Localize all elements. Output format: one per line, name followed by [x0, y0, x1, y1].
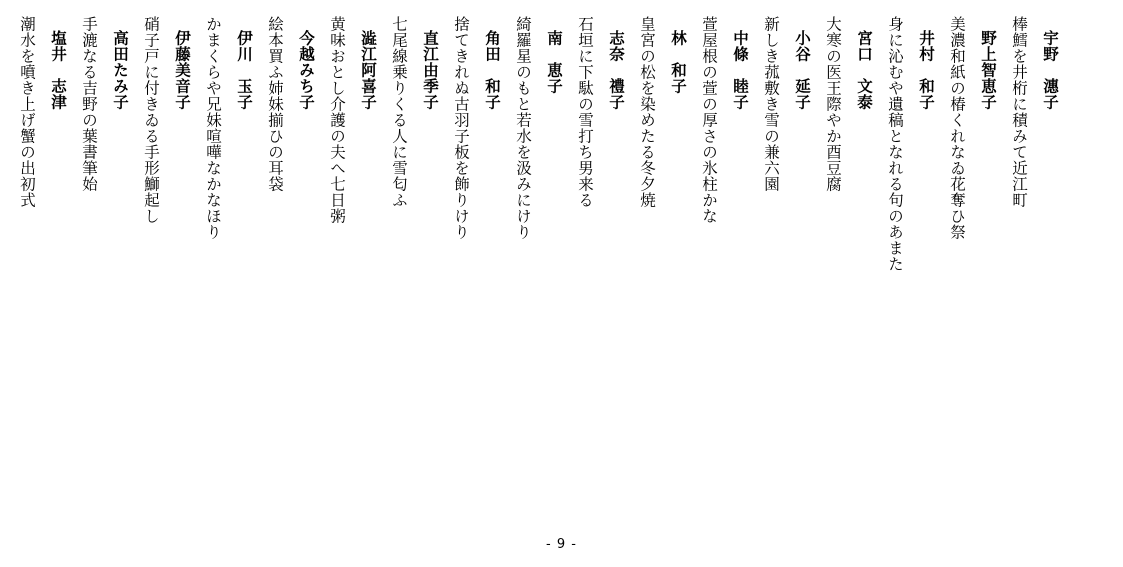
haiku-text: 捨てきれぬ古羽子板を飾りけり	[452, 16, 470, 240]
haiku-text: 石垣に下駄の雪打ち男来る	[576, 16, 594, 208]
page-number: - 9 -	[546, 537, 577, 552]
author-name: 宇野 潓子	[1041, 30, 1059, 110]
haiku-text: 潮水を噴き上げ蟹の出初式	[18, 16, 36, 208]
haiku-entry	[507, 16, 569, 526]
haiku-entry	[631, 16, 693, 526]
haiku-text: 手漉なる吉野の葉書筆始	[80, 16, 98, 192]
author-name: 志奈 禮子	[607, 30, 625, 110]
author-name: 小谷 延子	[793, 30, 811, 110]
haiku-entry	[445, 16, 507, 526]
haiku-entry	[693, 16, 755, 526]
haiku-entry	[755, 16, 817, 526]
author-name: 澁江阿喜子	[359, 30, 377, 110]
haiku-text: 萱屋根の萱の厚さの氷柱かな	[700, 16, 718, 224]
haiku-entry	[73, 16, 135, 526]
author-name: 伊川 玉子	[235, 30, 253, 110]
author-name: 今越みち子	[297, 30, 315, 110]
haiku-text: 大寒の医王際やか酉豆腐	[824, 16, 842, 192]
author-name: 高田たみ子	[111, 30, 129, 110]
haiku-entry	[135, 16, 197, 526]
haiku-text: 新しき菰敷き雪の兼六園	[762, 16, 780, 192]
haiku-entry	[383, 16, 445, 526]
author-name: 中條 睦子	[731, 30, 749, 110]
author-name: 林 和子	[669, 30, 687, 94]
haiku-entry	[197, 16, 259, 526]
haiku-text: 綺羅星のもと若水を汲みにけり	[514, 16, 532, 240]
haiku-entry	[1003, 16, 1065, 526]
haiku-text: 硝子戸に付きゐる手形鰤起し	[142, 16, 160, 224]
haiku-entry	[259, 16, 321, 526]
haiku-text: 棒鱈を井桁に積みて近江町	[1010, 16, 1028, 208]
author-name: 直江由季子	[421, 30, 439, 110]
haiku-page	[15, 16, 1065, 526]
haiku-entry	[569, 16, 631, 526]
haiku-text: 身に沁むや遺稿となれる句のあまた	[886, 16, 904, 272]
author-name: 井村 和子	[917, 30, 935, 110]
author-name: 宮口 文泰	[855, 30, 873, 110]
haiku-text: 黄味おとし介護の夫へ七日粥	[328, 16, 346, 224]
author-name: 角田 和子	[483, 30, 501, 110]
author-name: 野上智恵子	[979, 30, 997, 110]
haiku-entry	[879, 16, 941, 526]
haiku-entry	[941, 16, 1003, 526]
haiku-text: 七尾線乗りくる人に雪匂ふ	[390, 16, 408, 208]
author-name: 南 恵子	[545, 30, 563, 94]
haiku-text: かまくらや兄妹喧嘩なかなほり	[204, 16, 222, 240]
haiku-text: 絵本買ふ姉妹揃ひの耳袋	[266, 16, 284, 192]
haiku-text: 皇宮の松を染めたる冬夕焼	[638, 16, 656, 208]
author-name: 伊藤美音子	[173, 30, 191, 110]
haiku-entry	[11, 16, 73, 526]
haiku-entry	[817, 16, 879, 526]
haiku-text: 美濃和紙の椿くれなゐ花奪ひ祭	[948, 16, 966, 240]
haiku-entry	[321, 16, 383, 526]
author-name: 塩井 志津	[49, 30, 67, 110]
